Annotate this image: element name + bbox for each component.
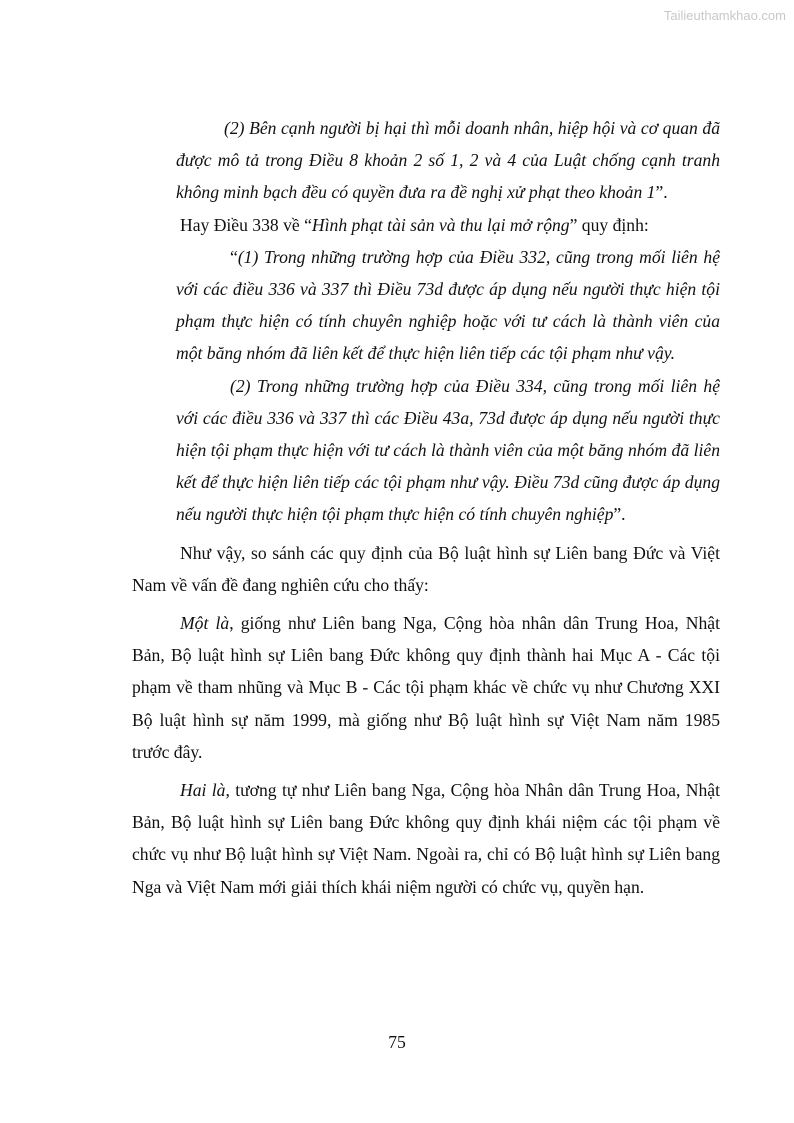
body-paragraph-first-point: [132, 607, 720, 768]
quote-paragraph-1: [132, 112, 720, 209]
watermark: Tailieuthamkhao.com: [663, 8, 786, 23]
page-body: [132, 112, 720, 903]
body-paragraph-second-point: [132, 774, 720, 903]
quote-text-3: (2) Trong những trường hợp của Điều 334, cũng trong mối liên hệ với các điều 336 và 337 thì các Điều 43a, 73d được áp dụng nếu người thực hiện tội phạm thực hiện với tư cách là thành viên của một băng nhóm đã liên kết để thực hiện liên tiếp các tội phạm như vậy. Điều 73d cũng được áp dụng nếu người thực hiện tội phạm thực hiện có tính chuyên nghiệp: [176, 375, 720, 525]
quote-paragraph-2: [132, 241, 720, 370]
body-paragraph-comparison: Như vậy, so sánh các quy định của Bộ luật hình sự Liên bang Đức và Việt Nam về vấn đề đang nghiên cứu cho thấy:: [132, 542, 720, 595]
quote-close-1: ”.: [655, 182, 668, 203]
page-number: 75: [388, 1032, 406, 1052]
quote-close-3: ”.: [613, 504, 626, 525]
second-point-lead: Hai là: [180, 780, 226, 801]
quote-text-1: (2) Bên cạnh người bị hại thì mỗi doanh nhân, hiệp hội và cơ quan đã được mô tả trong Điều 8 khoản 2 số 1, 2 và 4 của Luật chống cạnh tranh không minh bạch đều có quyền đưa ra đề nghị xử phạt theo khoản 1: [176, 118, 720, 203]
second-point-text: , tương tự như Liên bang Nga, Cộng hòa Nhân dân Trung Hoa, Nhật Bản, Bộ luật hình sự Liên bang Đức không quy định khái niệm các tội phạm về chức vụ như Bộ luật hình sự Việt Nam. Ngoài ra, chỉ có Bộ luật hình sự Liên bang Nga và Việt Nam mới giải thích khái niệm người có chức vụ, quyền hạn.: [132, 780, 720, 897]
quote-paragraph-3: [132, 370, 720, 531]
quote-text-2: (1) Trong những trường hợp của Điều 332, cũng trong mối liên hệ với các điều 336 và 337 thì Điều 73d được áp dụng nếu người thực hiện tội phạm thực hiện có tính chuyên nghiệp hoặc với tư cách là thành viên của một băng nhóm đã liên kết để thực hiện liên tiếp các tội phạm như vậy.: [176, 246, 720, 364]
first-point-lead: Một là: [180, 613, 230, 634]
article-title: Hình phạt tài sản và thu lại mở rộng: [311, 214, 570, 235]
article-outro: ” quy định:: [569, 214, 649, 235]
article-intro: Hay Điều 338 về “: [180, 214, 312, 235]
quote-open-2: “: [230, 246, 238, 267]
first-point-text: , giống như Liên bang Nga, Cộng hòa nhân dân Trung Hoa, Nhật Bản, Bộ luật hình sự Liên bang Đức không quy định thành hai Mục A - Các tội phạm về tham nhũng và Mục B - Các tội phạm khác về chức vụ như Chương XXI Bộ luật hình sự năm 1999, mà giống như Bộ luật hình sự Việt Nam năm 1985 trước đây.: [132, 613, 720, 762]
body-paragraph-article-338: [132, 209, 720, 241]
